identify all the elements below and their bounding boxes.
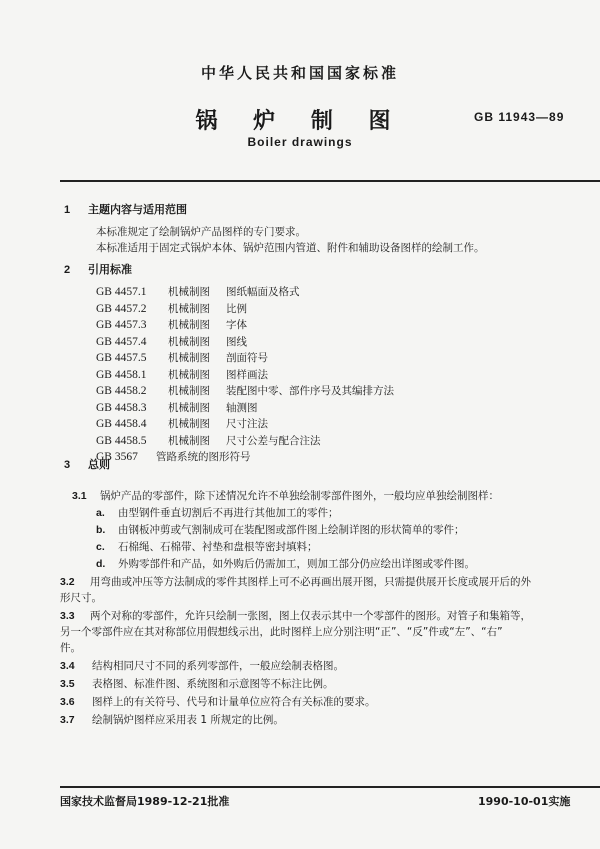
national-standard-heading: 中华人民共和国国家标准 xyxy=(200,64,399,82)
reference-category: 机械制图 xyxy=(168,434,210,447)
clause-number: 3.4 xyxy=(60,660,75,672)
section-3-heading xyxy=(64,456,110,472)
item-text: 由钢板冲剪或气割制成可在装配图或部件图上绘制详图的形状简单的零件； xyxy=(118,524,465,536)
clause-number: 3.6 xyxy=(60,696,75,708)
item-text: 由型钢件垂直切割后不再进行其他加工的零件； xyxy=(118,507,339,519)
clause-3-2 xyxy=(60,574,531,589)
reference-category: 机械制图 xyxy=(168,368,210,381)
paragraph: 本标准适用于固定式锅炉本体、锅炉范围内管道、附件和辅助设备图样的绘制工作。 xyxy=(96,242,485,254)
clause-text: 形尺寸。 xyxy=(60,592,102,604)
reference-item xyxy=(96,383,394,398)
footer-divider xyxy=(60,786,600,788)
reference-code: GB 4458.1 xyxy=(96,368,147,381)
reference-item xyxy=(96,350,268,365)
reference-item xyxy=(96,433,321,448)
reference-code: GB 4457.4 xyxy=(96,335,147,348)
section-title: 引用标准 xyxy=(88,263,132,276)
item-letter: c. xyxy=(96,541,105,553)
section-title: 主题内容与适用范围 xyxy=(88,203,187,216)
reference-name: 字体 xyxy=(226,319,247,331)
clause-3-7 xyxy=(60,712,284,727)
reference-name: 比例 xyxy=(226,302,247,315)
item-text: 外购零部件和产品，如外购后仍需加工，则加工部分仍应绘出详图或零件图。 xyxy=(118,558,475,570)
clause-number: 3.7 xyxy=(60,714,75,726)
section-number: 3 xyxy=(64,459,71,471)
reference-code: GB 4457.5 xyxy=(96,352,147,364)
clause-3-3 xyxy=(60,608,531,623)
reference-category: 机械制图 xyxy=(168,418,210,430)
reference-item xyxy=(96,284,300,299)
reference-category: 机械制图 xyxy=(168,335,210,348)
reference-item xyxy=(96,367,268,382)
reference-item xyxy=(96,334,247,349)
reference-code: GB 4457.1 xyxy=(96,286,147,298)
standard-code: GB 11943—89 xyxy=(474,110,565,124)
section-number: 1 xyxy=(64,204,71,216)
reference-item xyxy=(96,449,251,464)
list-item xyxy=(96,505,339,520)
section-2-heading xyxy=(64,261,132,277)
section-1-heading xyxy=(64,201,187,217)
item-letter: d. xyxy=(96,558,106,570)
reference-name: 轴测图 xyxy=(226,401,258,414)
clause-3-4 xyxy=(60,658,344,673)
reference-code: GB 4458.3 xyxy=(96,401,147,414)
document-title: 锅 炉 制 图 xyxy=(195,109,405,134)
list-item xyxy=(96,522,465,537)
approval-date: 国家技术监督局1989-12-21批准 xyxy=(60,795,230,808)
clause-3-1 xyxy=(72,488,499,503)
clause-text: 用弯曲或冲压等方法制成的零件其图样上可不必再画出展开图，只需提供展开长度或展开后的外 xyxy=(90,576,531,588)
clause-number: 3.3 xyxy=(60,610,75,622)
reference-name: 尺寸注法 xyxy=(226,418,268,430)
effective-date: 1990-10-01实施 xyxy=(478,795,571,808)
clause-number: 3.2 xyxy=(60,576,75,588)
reference-code: GB 4458.5 xyxy=(96,434,147,447)
reference-name: 图纸幅面及格式 xyxy=(226,286,300,298)
reference-item xyxy=(96,317,247,332)
clause-text: 结构相同尺寸不同的系列零部件，一般应绘制表格图。 xyxy=(92,660,344,672)
reference-code: GB 4458.4 xyxy=(96,418,147,430)
reference-category: 机械制图 xyxy=(168,401,210,414)
reference-name: 尺寸公差与配合注法 xyxy=(226,434,321,447)
reference-item xyxy=(96,416,268,431)
section-title: 总则 xyxy=(88,458,110,471)
clause-text: 件。 xyxy=(60,642,81,654)
reference-category: 机械制图 xyxy=(168,286,210,298)
header-divider xyxy=(60,180,600,182)
section-number: 2 xyxy=(64,264,71,276)
clause-text: 绘制锅炉图样应采用表 1 所规定的比例。 xyxy=(92,714,284,726)
reference-category: 机械制图 xyxy=(168,352,210,364)
item-letter: a. xyxy=(96,507,105,519)
clause-text: 图样上的有关符号、代号和计量单位应符合有关标准的要求。 xyxy=(92,696,376,708)
reference-name: 剖面符号 xyxy=(226,352,268,364)
list-item xyxy=(96,539,318,554)
clause-number: 3.1 xyxy=(72,490,87,502)
paragraph: 本标准规定了绘制锅炉产品图样的专门要求。 xyxy=(96,226,306,238)
clause-3-6 xyxy=(60,694,376,709)
reference-code: GB 3567 xyxy=(96,451,138,463)
reference-name: 图线 xyxy=(226,335,247,348)
reference-category: 机械制图 xyxy=(168,385,210,397)
reference-item xyxy=(96,400,258,415)
clause-text: 两个对称的零部件，允许只绘制一张图，图上仅表示其中一个零部件的图形。对管子和集箱等， xyxy=(90,610,531,622)
item-text: 石棉绳、石棉带、衬垫和盘根等密封填料； xyxy=(118,541,318,553)
reference-code: GB 4458.2 xyxy=(96,385,147,397)
clause-number: 3.5 xyxy=(60,678,75,690)
clause-3-5 xyxy=(60,676,334,691)
reference-item xyxy=(96,301,247,316)
list-item xyxy=(96,556,475,571)
item-letter: b. xyxy=(96,524,106,536)
reference-code: GB 4457.3 xyxy=(96,319,147,331)
reference-code: GB 4457.2 xyxy=(96,302,147,315)
reference-name: 装配图中零、部件序号及其编排方法 xyxy=(226,385,394,397)
reference-name: 图样画法 xyxy=(226,368,268,381)
english-title: Boiler drawings xyxy=(247,135,353,149)
clause-text: 表格图、标准件图、系统图和示意图等不标注比例。 xyxy=(92,678,334,690)
reference-name: 管路系统的图形符号 xyxy=(156,451,251,463)
clause-text: 锅炉产品的零部件，除下述情况允许不单独绘制零部件图外，一般均应单独绘制图样： xyxy=(100,490,499,502)
clause-text: 另一个零部件应在其对称部位用假想线示出，此时图样上应分别注明“正”、“反”件或“左”、“右” xyxy=(60,626,503,638)
reference-category: 机械制图 xyxy=(168,302,210,315)
reference-category: 机械制图 xyxy=(168,319,210,331)
